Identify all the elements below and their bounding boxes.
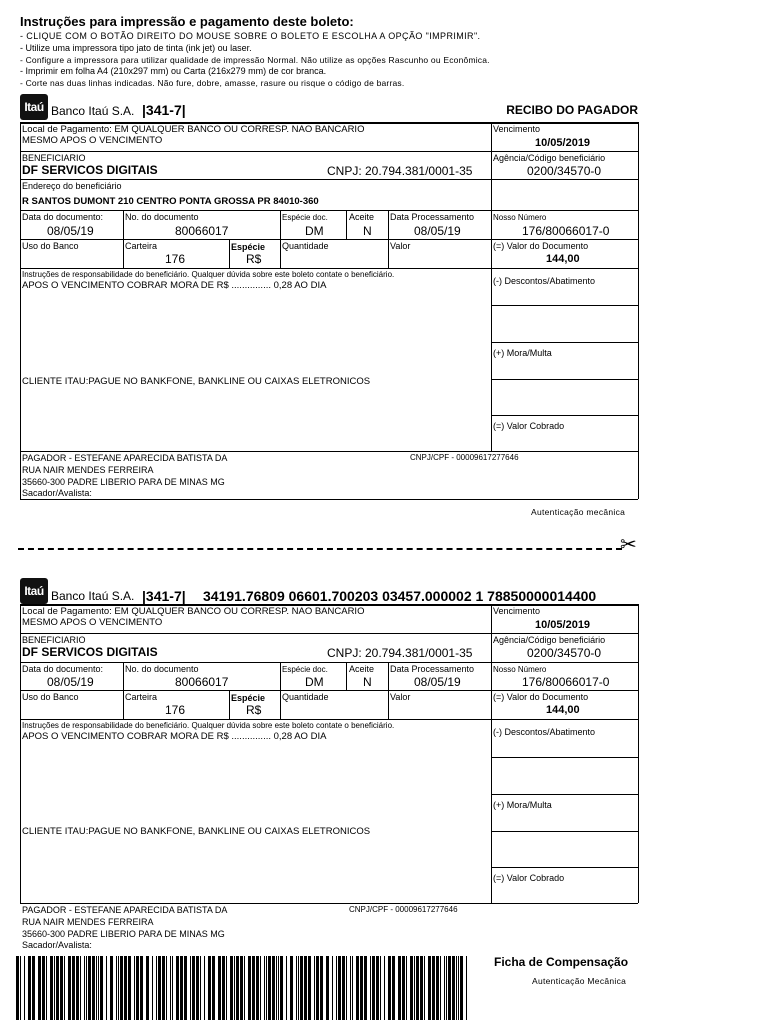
especie-value: R$ [246, 703, 262, 717]
valor-label: Valor [390, 241, 411, 251]
beneficiario-label: BENEFICIARIO [22, 635, 86, 645]
sacador-label: Sacador/Avalista: [22, 488, 92, 498]
barcode-bar [50, 956, 53, 1020]
vencimento-value: 10/05/2019 [535, 137, 591, 149]
barcode-bar [272, 956, 275, 1020]
barcode-bar [304, 956, 307, 1020]
barcode-bar [38, 956, 41, 1020]
barcode-bar [278, 956, 279, 1020]
aceite-label: Aceite [349, 664, 375, 674]
barcode-bar [46, 956, 47, 1020]
barcode-bar [290, 956, 293, 1020]
instruction-line: - Configure a impressora para utilizar qualidade de impressão Normal. Não utilize as opções Rascunho ou Econômica. [20, 55, 490, 65]
barcode-bar [96, 956, 97, 1020]
vencimento-label: Vencimento [493, 606, 541, 616]
barcode-bar [180, 956, 183, 1020]
barcode-bar [460, 956, 463, 1020]
barcode-bar [172, 956, 173, 1020]
barcode-bar [256, 956, 259, 1020]
pagador-cpf: 00009617277646 [456, 453, 519, 462]
instrucao-mora: APOS O VENCIMENTO COBRAR MORA DE R$ ............... 0,28 AO DIA [22, 280, 327, 291]
barcode-bar [466, 956, 467, 1020]
instrucoes-label: Instruções de responsabilidade do beneficiário. Qualquer dúvida sobre este boleto contate o beneficiário. [22, 721, 395, 730]
pagador-cpf: 00009617277646 [395, 905, 458, 914]
beneficiario-name: DF SERVICOS DIGITAIS [22, 163, 158, 177]
barcode-bar [100, 956, 103, 1020]
barcode-bar [124, 956, 127, 1020]
barcode-bar [440, 956, 441, 1020]
agencia-value: 0200/34570-0 [527, 646, 602, 660]
barcode-bar [350, 956, 351, 1020]
nosso-numero-label: Nosso Número [493, 665, 547, 674]
vencimento-value: 10/05/2019 [535, 619, 591, 631]
barcode-bar [200, 956, 201, 1020]
barcode-bar [260, 956, 261, 1020]
carteira-label: Carteira [125, 692, 158, 702]
barcode-bar [276, 956, 277, 1020]
barcode-bar [456, 956, 457, 1020]
barcode-bar [252, 956, 255, 1020]
beneficiario-label: BENEFICIARIO [22, 153, 86, 163]
sacador-label: Sacador/Avalista: [22, 940, 92, 950]
barcode-bar [380, 956, 381, 1020]
barcode-bar [370, 956, 371, 1020]
data-documento-value: 08/05/19 [47, 675, 94, 689]
barcode-bar [248, 956, 251, 1020]
beneficiario-cnpj: CNPJ: 20.794.381/0001-35 [327, 646, 473, 660]
barcode-bar [192, 956, 195, 1020]
mora-label: (+) Mora/Multa [493, 800, 552, 810]
barcode-bar [54, 956, 55, 1020]
pagador-cidade: 35660-300 PADRE LIBERIO PARA DE MINAS MG [22, 929, 225, 939]
barcode-bar [56, 956, 59, 1020]
barcode-bar [28, 956, 31, 1020]
barcode-bar [72, 956, 75, 1020]
barcode-bar [316, 956, 319, 1020]
carteira-value: 176 [165, 252, 186, 266]
barcode-bar [110, 956, 113, 1020]
barcode-bar [298, 956, 299, 1020]
barcode-bar [458, 956, 459, 1020]
barcode-bar [286, 956, 287, 1020]
especie-doc-value: DM [305, 675, 324, 689]
aceite-label: Aceite [349, 212, 375, 222]
local-pagamento-2: MESMO APOS O VENCIMENTO [22, 135, 163, 146]
cnpj-cpf-label [349, 905, 458, 915]
data-documento-label: Data do documento: [22, 212, 104, 222]
data-documento-value: 08/05/19 [47, 224, 94, 238]
barcode-bar [244, 956, 245, 1020]
barcode-bar [162, 956, 165, 1020]
no-documento-label: No. do documento [125, 664, 199, 674]
instruction-line: - Corte nas duas linhas indicadas. Não fure, dobre, amasse, rasure ou risque o código de barras. [20, 78, 405, 88]
barcode-bar [80, 956, 81, 1020]
barcode-bar [32, 956, 35, 1020]
barcode-bar [444, 956, 445, 1020]
barcode-bar [98, 956, 99, 1020]
barcode-bar [236, 956, 239, 1020]
barcode-bar [84, 956, 85, 1020]
beneficiario-cnpj: CNPJ: 20.794.381/0001-35 [327, 164, 473, 178]
nosso-numero-value: 176/80066017-0 [522, 675, 610, 689]
barcode-bar [60, 956, 63, 1020]
barcode-bar [226, 956, 227, 1020]
barcode-bar [376, 956, 379, 1020]
agencia-label: Agência/Código beneficiário [493, 635, 606, 645]
barcode-bar [208, 956, 211, 1020]
barcode-bar [136, 956, 139, 1020]
barcode-bar [406, 956, 407, 1020]
valor-documento-value: 144,00 [546, 253, 580, 265]
barcode-bar [176, 956, 179, 1020]
instruction-line: - CLIQUE COM O BOTÃO DIREITO DO MOUSE SOBRE O BOLETO E ESCOLHA A OPÇÃO "IMPRIMIR". [20, 31, 481, 41]
no-documento-value: 80066017 [175, 675, 229, 689]
barcode-bar [446, 956, 447, 1020]
barcode-bar [266, 956, 267, 1020]
bank-code: |341-7| [142, 588, 186, 604]
barcode-bar [342, 956, 345, 1020]
barcode-bar [140, 956, 143, 1020]
barcode-bar [424, 956, 425, 1020]
barcode-bar [118, 956, 119, 1020]
barcode-bar [158, 956, 161, 1020]
barcode-bar [308, 956, 311, 1020]
barcode-bar [416, 956, 419, 1020]
compensation-title: Ficha de Compensação [494, 955, 629, 969]
barcode-bar [42, 956, 45, 1020]
local-pagamento: Local de Pagamento: EM QUALQUER BANCO OU CORRESP. NAO BANCARIO [22, 606, 365, 617]
valor-cobrado-label: (=) Valor Cobrado [493, 873, 565, 883]
especie-doc-value: DM [305, 224, 324, 238]
barcode-bar [196, 956, 199, 1020]
especie-label: Espécie [231, 242, 266, 252]
especie-value: R$ [246, 252, 262, 266]
barcode-bar [452, 956, 455, 1020]
instrucoes-label: Instruções de responsabilidade do beneficiário. Qualquer dúvida sobre este boleto contate o beneficiário. [22, 270, 395, 279]
barcode-bar [120, 956, 123, 1020]
cnpj-cpf-label [410, 453, 519, 463]
barcode-bar [428, 956, 431, 1020]
receipt-title: RECIBO DO PAGADOR [506, 103, 638, 117]
bank-name: Banco Itaú S.A. [51, 589, 135, 603]
barcode-bar [86, 956, 87, 1020]
barcode-bar [398, 956, 401, 1020]
itau-logo: Itaú [20, 578, 48, 604]
barcode-bar [24, 956, 25, 1020]
barcode-bar [212, 956, 215, 1020]
barcode-bar [280, 956, 283, 1020]
no-documento-label: No. do documento [125, 212, 199, 222]
especie-doc-label: Espécie doc. [282, 665, 328, 674]
barcode-bar [170, 956, 171, 1020]
especie-label: Espécie [231, 693, 266, 703]
endereco-value: R SANTOS DUMONT 210 CENTRO PONTA GROSSA PR 84010-360 [22, 196, 319, 207]
barcode-bar [384, 956, 385, 1020]
receipt-footer: Autenticação mecânica [531, 507, 626, 517]
barcode-bar [326, 956, 329, 1020]
digitable-line[interactable]: 34191.76809 06601.700203 03457.000002 1 78850000014400 [203, 588, 597, 604]
data-processamento-value: 08/05/19 [414, 224, 461, 238]
cnpj-cpf-prefix: CNPJ/CPF - [410, 453, 454, 462]
barcode-bar [410, 956, 413, 1020]
no-documento-value: 80066017 [175, 224, 229, 238]
data-documento-label: Data do documento: [22, 664, 104, 674]
barcode-bar [364, 956, 367, 1020]
pagador-name: PAGADOR - ESTEFANE APARECIDA BATISTA DA [22, 905, 228, 915]
carteira-value: 176 [165, 703, 186, 717]
instrucao-mora: APOS O VENCIMENTO COBRAR MORA DE R$ ............... 0,28 AO DIA [22, 731, 327, 742]
data-processamento-label: Data Processamento [390, 664, 475, 674]
barcode-bar [448, 956, 451, 1020]
barcode-bar [320, 956, 323, 1020]
scissors-icon: ✂ [620, 534, 637, 556]
barcode-bar [218, 956, 221, 1020]
barcode-bar [414, 956, 415, 1020]
descontos-label: (-) Descontos/Abatimento [493, 727, 596, 737]
valor-documento-label: (=) Valor do Documento [493, 241, 589, 251]
local-pagamento: Local de Pagamento: EM QUALQUER BANCO OU CORRESP. NAO BANCARIO [22, 124, 365, 135]
quantidade-label: Quantidade [282, 241, 329, 251]
barcode-bar [402, 956, 405, 1020]
valor-documento-label: (=) Valor do Documento [493, 692, 589, 702]
agencia-value: 0200/34570-0 [527, 164, 602, 178]
carteira-label: Carteira [125, 241, 158, 251]
barcode-bar [356, 956, 359, 1020]
especie-doc-label: Espécie doc. [282, 213, 328, 222]
barcode [16, 956, 474, 1020]
valor-label: Valor [390, 692, 411, 702]
data-processamento-label: Data Processamento [390, 212, 475, 222]
barcode-bar [392, 956, 395, 1020]
beneficiario-name: DF SERVICOS DIGITAIS [22, 645, 158, 659]
barcode-bar [88, 956, 91, 1020]
barcode-bar [16, 956, 19, 1020]
bank-name: Banco Itaú S.A. [51, 104, 135, 118]
barcode-bar [222, 956, 225, 1020]
barcode-bar [204, 956, 205, 1020]
barcode-bar [230, 956, 233, 1020]
barcode-bar [184, 956, 187, 1020]
pagador-cidade: 35660-300 PADRE LIBERIO PARA DE MINAS MG [22, 477, 225, 487]
instruction-line: - Utilize uma impressora tipo jato de tinta (ink jet) ou laser. [20, 43, 252, 53]
barcode-bar [432, 956, 435, 1020]
uso-banco-label: Uso do Banco [22, 692, 79, 702]
barcode-bar [338, 956, 341, 1020]
barcode-bar [20, 956, 21, 1020]
barcode-bar [360, 956, 363, 1020]
barcode-bar [268, 956, 271, 1020]
barcode-bar [190, 956, 191, 1020]
compensation-footer: Autenticação Mecânica [532, 976, 627, 986]
valor-cobrado-label: (=) Valor Cobrado [493, 421, 565, 431]
data-processamento-value: 08/05/19 [414, 675, 461, 689]
nosso-numero-label: Nosso Número [493, 213, 547, 222]
barcode-bar [264, 956, 265, 1020]
barcode-bar [332, 956, 333, 1020]
instrucao-cliente: CLIENTE ITAU:PAGUE NO BANKFONE, BANKLINE OU CAIXAS ELETRONICOS [22, 376, 371, 387]
barcode-bar [166, 956, 167, 1020]
mora-label: (+) Mora/Multa [493, 348, 552, 358]
instruction-line: - Imprimir em folha A4 (210x297 mm) ou Carta (216x279 mm) de cor branca. [20, 66, 327, 76]
itau-logo: Itaú [20, 94, 48, 120]
barcode-bar [436, 956, 439, 1020]
cnpj-cpf-prefix: CNPJ/CPF - [349, 905, 393, 914]
uso-banco-label: Uso do Banco [22, 241, 79, 251]
descontos-label: (-) Descontos/Abatimento [493, 276, 596, 286]
barcode-bar [388, 956, 391, 1020]
barcode-bar [152, 956, 153, 1020]
barcode-bar [146, 956, 149, 1020]
barcode-bar [134, 956, 135, 1020]
pagador-rua: RUA NAIR MENDES FERREIRA [22, 917, 154, 927]
pagador-rua: RUA NAIR MENDES FERREIRA [22, 465, 154, 475]
aceite-value: N [363, 675, 372, 689]
vencimento-label: Vencimento [493, 124, 541, 134]
pagador-name: PAGADOR - ESTEFANE APARECIDA BATISTA DA [22, 453, 228, 463]
instrucao-cliente: CLIENTE ITAU:PAGUE NO BANKFONE, BANKLINE OU CAIXAS ELETRONICOS [22, 826, 371, 837]
barcode-bar [68, 956, 71, 1020]
barcode-bar [346, 956, 347, 1020]
barcode-bar [156, 956, 157, 1020]
barcode-bar [92, 956, 95, 1020]
local-pagamento-2: MESMO APOS O VENCIMENTO [22, 617, 163, 628]
agencia-label: Agência/Código beneficiário [493, 153, 606, 163]
quantidade-label: Quantidade [282, 692, 329, 702]
barcode-bar [76, 956, 79, 1020]
barcode-bar [234, 956, 235, 1020]
cut-line [18, 548, 622, 550]
barcode-bar [372, 956, 375, 1020]
barcode-bar [116, 956, 117, 1020]
barcode-bar [240, 956, 243, 1020]
barcode-bar [128, 956, 131, 1020]
nosso-numero-value: 176/80066017-0 [522, 224, 610, 238]
barcode-bar [336, 956, 337, 1020]
endereco-label: Endereço do beneficiário [22, 181, 122, 191]
bank-code: |341-7| [142, 102, 186, 118]
barcode-bar [420, 956, 423, 1020]
barcode-bar [300, 956, 303, 1020]
aceite-value: N [363, 224, 372, 238]
barcode-bar [64, 956, 65, 1020]
barcode-bar [296, 956, 297, 1020]
instructions-title: Instruções para impressão e pagamento deste boleto: [20, 14, 354, 29]
valor-documento-value: 144,00 [546, 704, 580, 716]
barcode-bar [352, 956, 353, 1020]
barcode-bar [314, 956, 315, 1020]
barcode-bar [106, 956, 107, 1020]
